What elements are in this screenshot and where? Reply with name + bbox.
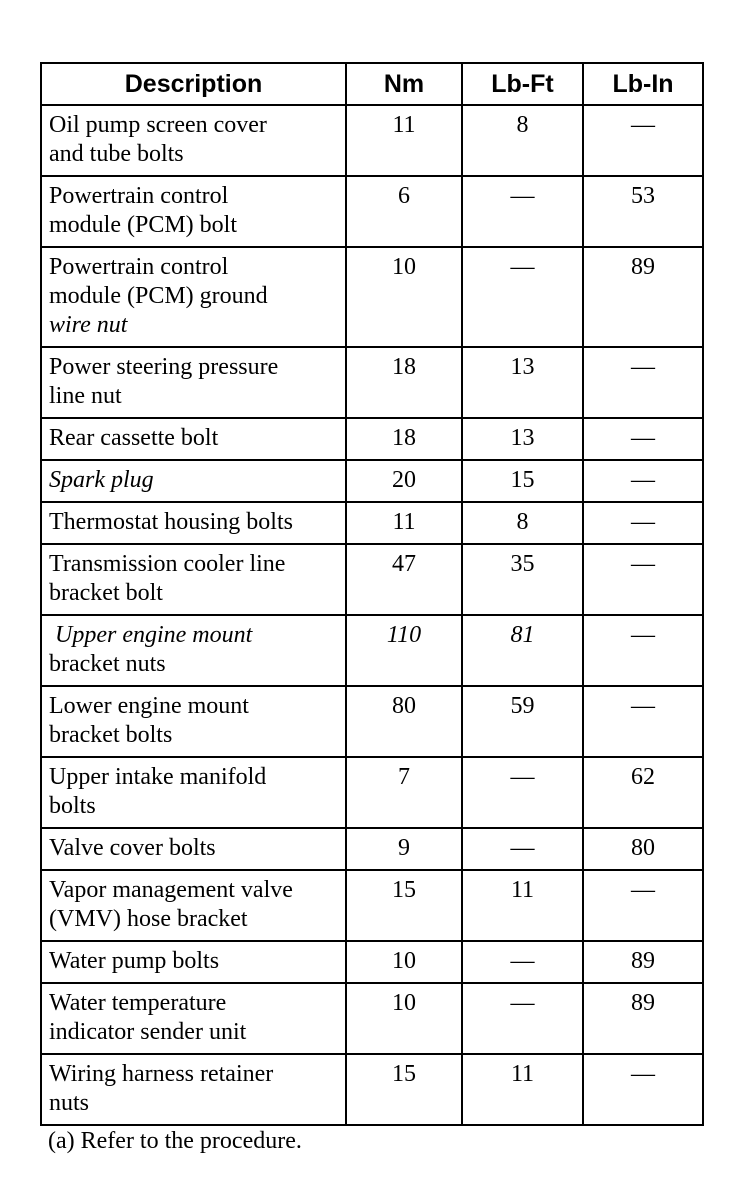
row-lb-in-value: 53: [583, 176, 703, 247]
row-nm-value: 18: [346, 347, 462, 418]
row-lb-in-value: —: [583, 686, 703, 757]
row-description: [41, 544, 346, 615]
footnote: (a) Refer to the procedure.: [48, 1128, 302, 1154]
description-line: Powertrain control: [49, 183, 229, 209]
table-header-row: [41, 63, 703, 105]
row-nm-value: 20: [346, 460, 462, 502]
row-lb-in-value: —: [583, 347, 703, 418]
table-row: [41, 502, 703, 544]
description-line: Upper intake manifold: [49, 764, 267, 790]
row-nm-value: 10: [346, 983, 462, 1054]
row-description: [41, 105, 346, 176]
description-line: wire nut: [49, 312, 128, 338]
row-description: [41, 247, 346, 347]
description-line: bolts: [49, 793, 96, 819]
description-line: bracket bolt: [49, 580, 163, 606]
row-description: [41, 757, 346, 828]
description-line: and tube bolts: [49, 141, 184, 167]
description-line: Rear cassette bolt: [49, 425, 219, 451]
row-lb-ft-value: —: [462, 983, 583, 1054]
row-lb-in-value: —: [583, 544, 703, 615]
row-lb-ft-value: —: [462, 828, 583, 870]
row-description: [41, 870, 346, 941]
row-lb-ft-value: 13: [462, 418, 583, 460]
row-description: [41, 1054, 346, 1125]
description-line: Spark plug: [49, 467, 154, 493]
row-lb-in-value: —: [583, 502, 703, 544]
row-nm-value: 10: [346, 247, 462, 347]
row-description: [41, 347, 346, 418]
row-nm-value: 11: [346, 502, 462, 544]
row-nm-value: 80: [346, 686, 462, 757]
row-lb-in-value: 89: [583, 247, 703, 347]
row-nm-value: 7: [346, 757, 462, 828]
table-row: [41, 347, 703, 418]
row-description: [41, 983, 346, 1054]
row-lb-ft-value: —: [462, 247, 583, 347]
row-nm-value: 6: [346, 176, 462, 247]
table-row: [41, 828, 703, 870]
row-lb-ft-value: —: [462, 757, 583, 828]
row-lb-in-value: 80: [583, 828, 703, 870]
description-line: line nut: [49, 383, 122, 409]
row-lb-ft-value: 35: [462, 544, 583, 615]
description-line: module (PCM) bolt: [49, 212, 238, 238]
description-line: Powertrain control: [49, 254, 229, 280]
row-description: [41, 615, 346, 686]
row-lb-ft-value: —: [462, 941, 583, 983]
table-row: [41, 983, 703, 1054]
description-line: module (PCM) ground: [49, 283, 268, 309]
row-nm-value: 9: [346, 828, 462, 870]
table-row: [41, 870, 703, 941]
description-line: Water pump bolts: [49, 948, 220, 974]
description-line: Valve cover bolts: [49, 835, 216, 861]
row-lb-in-value: —: [583, 460, 703, 502]
table-row: [41, 460, 703, 502]
table-row: [41, 757, 703, 828]
description-line: Vapor management valve: [49, 877, 293, 903]
description-line: Wiring harness retainer: [49, 1061, 274, 1087]
table-row: [41, 544, 703, 615]
description-line: Lower engine mount: [49, 693, 249, 719]
description-line: Transmission cooler line: [49, 551, 286, 577]
row-lb-ft-value: 13: [462, 347, 583, 418]
header-nm: Nm: [346, 63, 462, 105]
table-row: [41, 418, 703, 460]
description-line: Upper engine mount: [55, 622, 253, 648]
description-line: bracket bolts: [49, 722, 173, 748]
description-line: Power steering pressure: [49, 354, 279, 380]
table-row: [41, 686, 703, 757]
table-body: [41, 105, 703, 1125]
description-line: Oil pump screen cover: [49, 112, 267, 138]
table-row: [41, 615, 703, 686]
row-nm-value: 15: [346, 870, 462, 941]
row-nm-value: 15: [346, 1054, 462, 1125]
table-row: [41, 247, 703, 347]
row-lb-ft-value: —: [462, 176, 583, 247]
row-lb-in-value: 62: [583, 757, 703, 828]
description-line: Water temperature: [49, 990, 227, 1016]
row-nm-value: 47: [346, 544, 462, 615]
row-lb-in-value: —: [583, 105, 703, 176]
row-lb-ft-value: 8: [462, 105, 583, 176]
row-lb-ft-value: 8: [462, 502, 583, 544]
torque-spec-table-container: [40, 62, 702, 1126]
row-lb-ft-value: 11: [462, 1054, 583, 1125]
torque-spec-table: [40, 62, 704, 1126]
description-line: bracket nuts: [49, 651, 166, 677]
row-lb-ft-value: 11: [462, 870, 583, 941]
row-description: [41, 418, 346, 460]
description-line: indicator sender unit: [49, 1019, 247, 1045]
row-lb-ft-value: 81: [462, 615, 583, 686]
header-lb-in: Lb-In: [583, 63, 703, 105]
row-lb-ft-value: 59: [462, 686, 583, 757]
description-line: Thermostat housing bolts: [49, 509, 293, 535]
row-lb-in-value: —: [583, 615, 703, 686]
table-row: [41, 176, 703, 247]
row-lb-in-value: —: [583, 418, 703, 460]
table-row: [41, 941, 703, 983]
row-description: [41, 941, 346, 983]
description-line: nuts: [49, 1090, 90, 1116]
description-line: (VMV) hose bracket: [49, 906, 248, 932]
row-description: [41, 828, 346, 870]
header-description: Description: [41, 63, 346, 105]
table-row: [41, 1054, 703, 1125]
row-nm-value: 110: [346, 615, 462, 686]
row-lb-in-value: —: [583, 870, 703, 941]
row-nm-value: 10: [346, 941, 462, 983]
row-description: [41, 460, 346, 502]
row-description: [41, 176, 346, 247]
row-lb-in-value: 89: [583, 983, 703, 1054]
row-lb-ft-value: 15: [462, 460, 583, 502]
header-lb-ft: Lb-Ft: [462, 63, 583, 105]
row-nm-value: 18: [346, 418, 462, 460]
row-description: [41, 502, 346, 544]
row-nm-value: 11: [346, 105, 462, 176]
row-lb-in-value: —: [583, 1054, 703, 1125]
row-lb-in-value: 89: [583, 941, 703, 983]
table-row: [41, 105, 703, 176]
row-description: [41, 686, 346, 757]
